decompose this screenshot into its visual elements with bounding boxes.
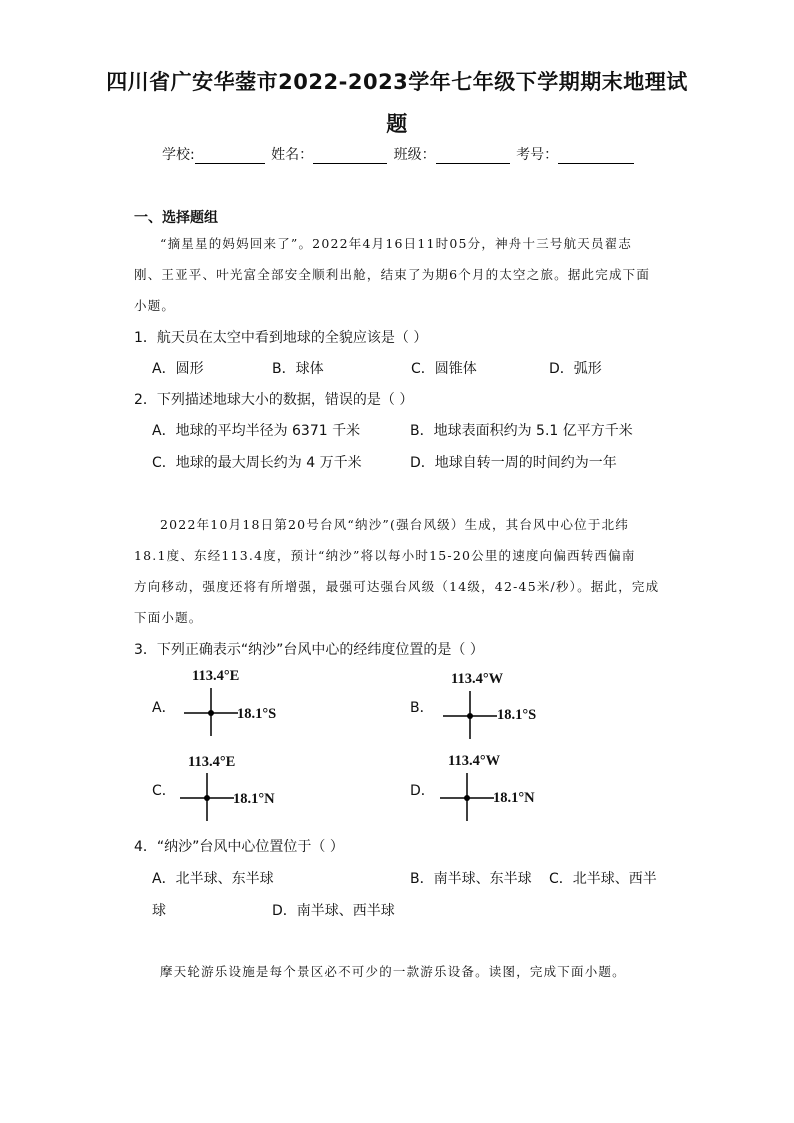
question-2-stem: 2．下列描述地球大小的数据，错误的是（ ） — [134, 392, 414, 408]
q1-option-b[interactable]: B．球体 — [272, 361, 324, 377]
q4-option-c[interactable]: C．北半球、西半 — [549, 871, 657, 887]
q3-option-c-letter[interactable]: C． — [152, 783, 176, 799]
passage3-line1: 摩天轮游乐设施是每个景区必不可少的一款游乐设备。读图，完成下面小题。 — [160, 964, 626, 979]
name-label: 姓名： — [271, 147, 314, 163]
q3-d-longitude-label: 113.4°W — [448, 753, 501, 769]
q4-option-c-wrap[interactable]: 球 — [152, 903, 166, 919]
section-heading: 一、选择题组 — [134, 210, 218, 226]
question-1-stem: 1．航天员在太空中看到地球的全貌应该是（ ） — [134, 330, 428, 346]
passage2-line4: 下面小题。 — [134, 610, 203, 625]
passage1-line2: 刚、王亚平、叶光富全部安全顺利出舱，结束了为期6个月的太空之旅。据此完成下面 — [134, 267, 651, 282]
q2-option-d[interactable]: D．地球自转一周的时间约为一年 — [410, 455, 617, 471]
q2-option-b[interactable]: B．地球表面积约为 5.1 亿平方千米 — [410, 423, 633, 439]
name-blank[interactable] — [313, 149, 387, 164]
q3-option-a-letter[interactable]: A． — [152, 700, 176, 716]
q3-c-latitude-label: 18.1°N — [233, 791, 275, 807]
q1-option-c[interactable]: C．圆锥体 — [411, 361, 477, 377]
question-4-stem: 4．“纳沙”台风中心位置位于（ ） — [134, 839, 344, 855]
q1-option-a[interactable]: A．圆形 — [152, 361, 204, 377]
question-3-stem: 3．下列正确表示“纳沙”台风中心的经纬度位置的是（ ） — [134, 642, 484, 658]
q1-option-d[interactable]: D．弧形 — [549, 361, 602, 377]
q3-b-latitude-label: 18.1°S — [497, 707, 537, 723]
q2-option-c[interactable]: C．地球的最大周长约为 4 万千米 — [152, 455, 362, 471]
q3-b-crosshair — [440, 691, 500, 741]
q3-c-longitude-label: 113.4°E — [188, 754, 236, 770]
typhoon-center-point — [464, 795, 470, 801]
q4-option-d[interactable]: D．南半球、西半球 — [272, 903, 395, 919]
class-label: 班级： — [393, 147, 436, 163]
exam-no-blank[interactable] — [558, 149, 634, 164]
q3-option-d-letter[interactable]: D． — [410, 783, 435, 799]
q3-d-latitude-label: 18.1°N — [493, 790, 535, 806]
school-blank[interactable] — [195, 149, 265, 164]
q3-d-crosshair — [437, 773, 497, 823]
q2-option-a[interactable]: A．地球的平均半径为 6371 千米 — [152, 423, 361, 439]
school-label: 学校: — [162, 147, 195, 163]
passage1-line3: 小题。 — [134, 298, 176, 313]
typhoon-center-point — [204, 795, 210, 801]
student-info-line — [162, 144, 636, 164]
passage2-line3: 方向移动，强度还将有所增强，最强可达强台风级（14级，42-45米/秒）。据此，完成 — [134, 579, 660, 594]
q3-a-crosshair — [180, 688, 240, 738]
q3-b-longitude-label: 113.4°W — [451, 671, 504, 687]
passage2-line2: 18.1度、东经113.4度，预计“纳沙”将以每小时15-20公里的速度向偏西转西偏南 — [134, 548, 636, 563]
q4-option-a[interactable]: A．北半球、东半球 — [152, 871, 274, 887]
passage2-line1: 2022年10月18日第20号台风“纳沙”(强台风级）生成，其台风中心位于北纬 — [160, 517, 629, 532]
class-blank[interactable] — [436, 149, 510, 164]
exam-no-label: 考号： — [516, 147, 559, 163]
typhoon-center-point — [208, 710, 214, 716]
q4-option-b[interactable]: B．南半球、东半球 — [410, 871, 532, 887]
q3-c-crosshair — [177, 773, 237, 823]
q3-a-longitude-label: 113.4°E — [192, 668, 240, 684]
q3-a-latitude-label: 18.1°S — [237, 706, 277, 722]
page-title-line2: 题 — [386, 112, 408, 136]
passage1-line1: “摘星星的妈妈回来了”。2022年4月16日11时05分，神舟十三号航天员翟志 — [160, 236, 633, 251]
page-title-line1: 四川省广安华蓥市2022-2023学年七年级下学期期末地理试 — [106, 70, 688, 94]
typhoon-center-point — [467, 713, 473, 719]
q3-option-b-letter[interactable]: B． — [410, 700, 434, 716]
